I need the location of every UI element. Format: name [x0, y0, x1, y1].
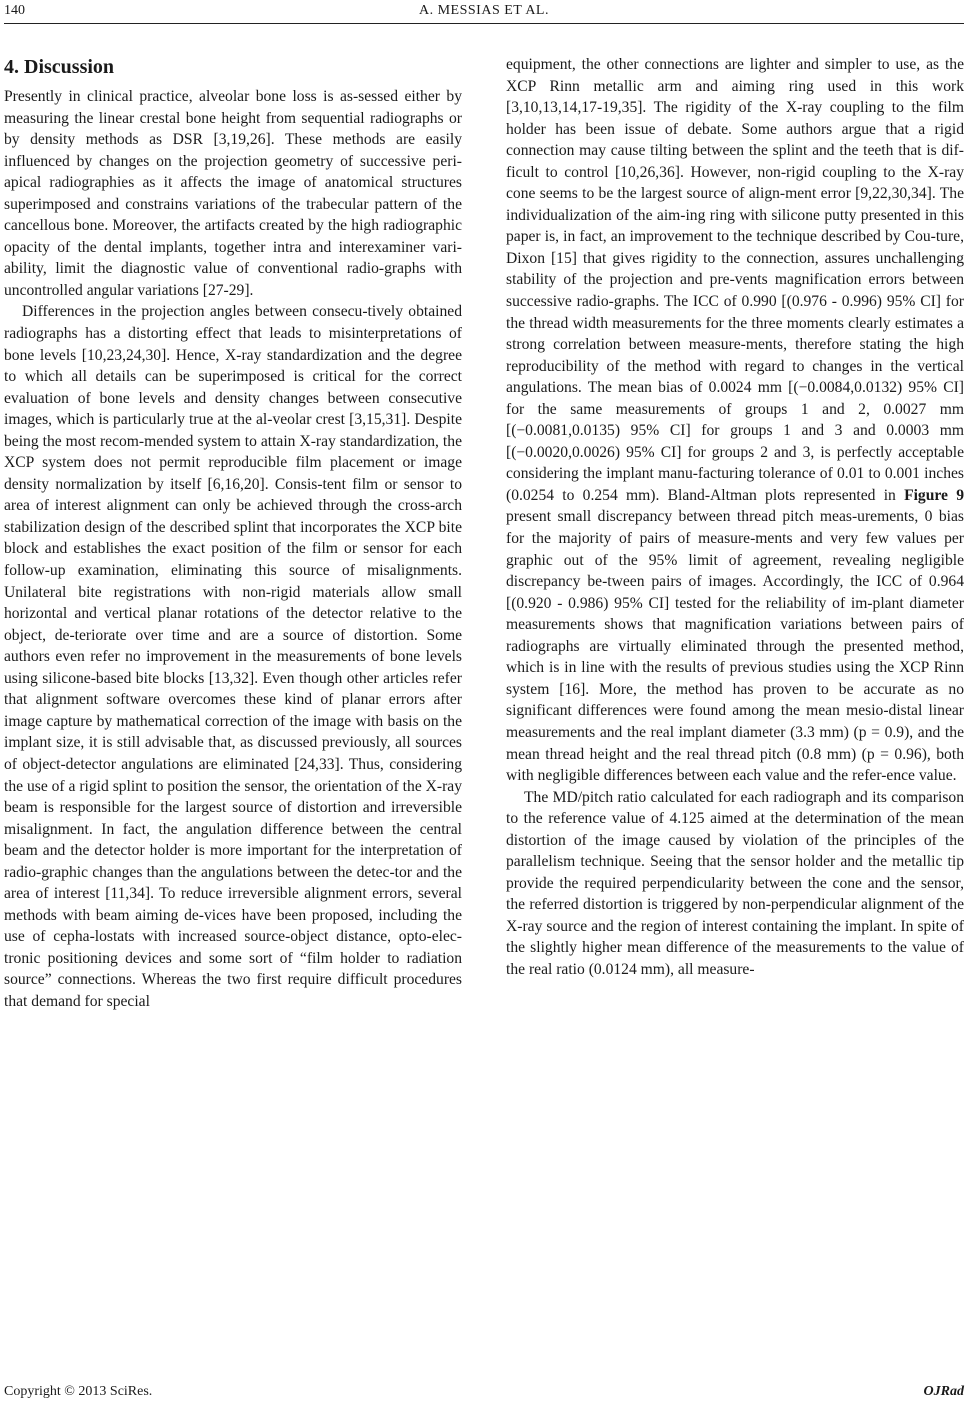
section-title: 4. Discussion — [4, 56, 115, 78]
paragraph: Differences in the projection angles between consecu-tively obtained radiographs has a distorting effect that leads to misinterpretations of bone levels [10,23,24,30]. Hence, X-ray standardization and the degree to which all details can be superimposed is critical for the correct evaluation of bone levels and density changes between consecutive images, which is particularly true at the al-veolar crest [3,15,31]. Despite being the most recom-mended system to attain X-ray standardization, the XCP system does not permit reproducible film placement or image density normalization by itself [6,16,20]. Consis-tent film or sensor to area of interest alignment can only be achieved through the cross-arch stabilization design of the described splint that incorporates the XCP bite block and establishes the exact position of the film or sensor for each follow-up examination, eliminating this source of misalignments. Unilateral bite registrations with non-rigid materials allow small horizontal and vertical planar rotations of the detector relative to the object, de-teriorate over time and are a source of distortion. Some authors even refer no improvement in the measurements of bone levels using silicone-based bite blocks [13,32]. Even though other articles refer that alignment software overcomes these kind of planar errors after image capture by mathematical correction of the image with basis on the implant size, it is still advisable that, as discussed previously, all sources of object-detector angulations are eliminated [24,33]. Thus, considering the use of a rigid splint to position the sensor, the orientation of the X-ray beam is responsible for the largest source of distortion and irreversible misalignment. In fact, the angulation difference between the central beam and the detector holder is more important for the interpretation of radio-graphic changes than the angulations between the detec-tor and the area of interest [11,34]. To reduce irreversible alignment errors, several methods with beam aiming de-vices have been proposed, including the use of cepha-lostats with increased source-object distance, opto-elec-tronic positioning devices and some sort of “film holder to radiation source” connections. Whereas the two first require difficult procedures that demand for special — [4, 303, 462, 1010]
right-column — [506, 54, 964, 981]
paragraph — [506, 54, 964, 787]
paragraph-text: equipment, the other connections are lighter and simpler to use, as the XCP Rinn metallic arm and aiming ring used in this work [3,10,13,14,17-19,35]. The rigidity of the X-ray coupling to the film holder has been issue of debate. Some authors argue that a rigid connection may cause tilting between the splint and the teeth that is dif-ficult to control [10,26,36]. However, non-rigid coupling to the X-ray cone seems to be the largest source of align-ment error [9,22,30,34]. The individualization of the aim-ing ring with silicone putty presented in this paper is, in fact, an improvement to the technique described by Cou-ture, Dixon [15] that gives rigidity to the connection, assures unchallenging stability of the projection and pre-vents magnification errors between successive radio-graphs. The ICC of 0.990 [(0.976 - 0.996) 95% CI] for the thread width measurements for the three moments clearly estimates a strong correlation between measure-ments, therefore stating the high reproducibility of the method with regard to changes in the vertical angulations. The mean bias of 0.0024 mm [(−0.0084,0.0132) 95% CI] for the same measurements of groups 1 and 2, 0.0027 mm [(−0.0081,0.0135) 95% CI] for groups 1 and 3 and 0.0003 mm [(−0.0020,0.0026) 95% CI] for groups 2 and 3, is perfectly acceptable considering the implant manu-facturing tolerance of 0.01 to 0.001 inches (0.0254 to 0.254 mm). Bland-Altman plots represented in — [506, 56, 964, 504]
running-head-authors: A. MESSIAS ET AL. — [419, 3, 549, 18]
journal-name: OJRad — [923, 1384, 964, 1399]
page-footer — [0, 1384, 968, 1408]
page-number: 140 — [4, 3, 25, 18]
paragraph: Presently in clinical practice, alveolar bone loss is as-sessed either by measuring the linear crestal bone height from sequential radiographs or by density methods as DSR [3,19,26]. These methods are easily influenced by changes on the projection geometry of successive peri-apical radiographies as it affects the image of anatomical structures superimposed and constrains variations of the trabecular pattern of the cancellous bone. Moreover, the artifacts created by the high radiographic opacity of the dental implants, together intra and interexaminer vari-ability, limit the diagnostic value of conventional radio-graphs with uncontrolled angular variations [27-29]. — [4, 88, 462, 299]
left-column — [4, 54, 462, 1013]
running-header — [0, 0, 968, 24]
paragraph: The MD/pitch ratio calculated for each radiograph and its comparison to the reference value of 4.125 aimed at the determination of the mean distortion of the image caused by violation of the principles of the parallelism technique. Seeing that the sensor holder and the metallic tip provide the required perpendicularity between the cone and the sensor, the referred distortion is triggered by non-perpendicular alignment of the X-ray source and the region of interest containing the implant. In spite of the slightly higher mean difference of the measurements to the value of the real ratio (0.0124 mm), all measure- — [506, 788, 964, 978]
figure-reference[interactable]: Figure 9 — [904, 486, 964, 504]
paragraph-text: present small discrepancy between thread pitch meas-urements, 0 bias for the majority of pairs of measure-ments and very few values per graphic out of the 95% limit of agreement, revealing negligible discrepancy be-tween pairs of images. Accordingly, the ICC of 0.964 [(0.920 - 0.986) 95% CI] tested for the reliability of im-plant diameter measurements shows that magnification variations between pairs of radiographs are virtually eliminated through the presented method, which is in line with the results of previous studies using the XCP Rinn system [16]. More, the method has proven to be accurate as no significant differences were found among the mean mesio-distal linear measurements and the real implant diameter (3.3 mm) (p = 0.9), and the mean thread height and the real thread pitch (0.8 mm) (p = 0.96), both with negligible differences between each value and the refer-ence value. — [506, 508, 964, 785]
header-rule — [4, 23, 964, 24]
copyright-notice: Copyright © 2013 SciRes. — [4, 1384, 153, 1399]
